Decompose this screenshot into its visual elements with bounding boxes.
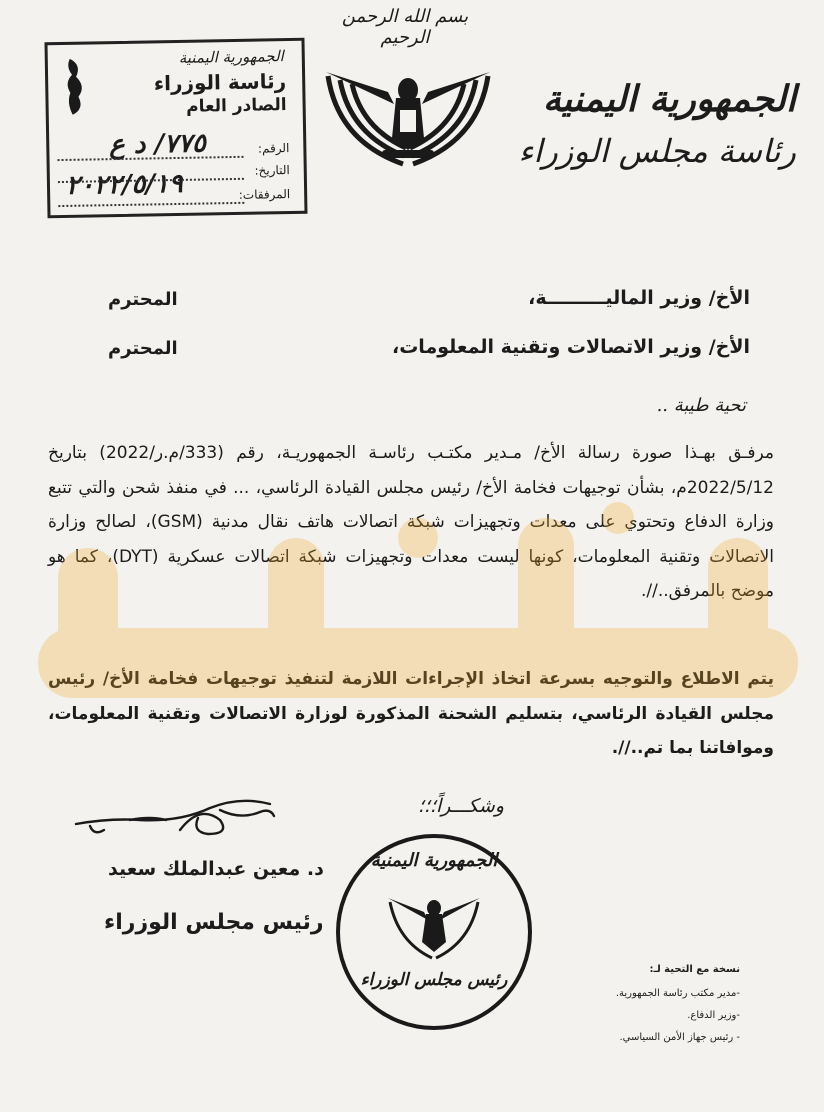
copies-item-2: -وزير الدفاع. <box>687 1010 740 1021</box>
body-paragraph-2: يتم الاطلاع والتوجيه بسرعة اتخاذ الإجراءات اللازمة لتنفيذ توجيهات فخامة الأخ/ رئيس مجلس القيادة الرئاسي، بتسليم الشحنة المذكورة لوزارة الاتصالات وتقنية المعلومات، وموافاتنا بما تم..//. <box>48 669 774 758</box>
signatory-name: د. معين عبدالملك سعيد <box>108 858 324 880</box>
eagle-emblem-icon <box>318 46 498 176</box>
stamp-number-value: ٧٧٥/ د ع <box>109 128 207 161</box>
outgoing-stamp <box>44 38 307 219</box>
addressee-1: الأخ/ وزير الماليـــــــــة، <box>528 287 750 309</box>
copies-heading: نسخة مع التحية لـ: <box>649 964 740 975</box>
seal-text-bottom: رئيس مجلس الوزراء <box>360 970 508 990</box>
stamp-line-2: رئاسة الوزراء <box>153 69 287 96</box>
thanks: وشكـــراً؛؛؛ <box>417 795 504 817</box>
handwritten-signature <box>70 790 280 850</box>
seal-text-top: الجمهورية اليمنية <box>370 850 498 871</box>
stamp-attachments-label: المرفقات: <box>238 187 291 202</box>
yemen-map-icon <box>62 57 89 117</box>
body-paragraph-1: مرفـق بهـذا صورة رسالة الأخ/ مـدير مكتـب رئاسـة الجمهوريـة، رقم (333/م.ر/2022) بتاريخ 2022/5/12م، بشأن توجيهات فخامة الأخ/ رئيس مجلس القيادة الرئاسي، ... في منفذ شحن والتي تتبع وزارة الدفاع وتحتوي على معدات وتجهيزات شبكة اتصالات هاتف نقال مدنية (GSM)، لصالح وزارة الاتصالات وتقنية المعلومات، كونها ليست معدات وتجهيزات شبكة اتصالات عسكرية (DYT)، كما هو موضح بالمرفق..//. <box>48 443 774 601</box>
seal-eagle-icon <box>384 886 484 966</box>
addressee-2: الأخ/ وزير الاتصالات وتقنية المعلومات، <box>392 336 750 358</box>
greeting: تحية طيبة .. <box>656 395 746 416</box>
copies-item-1: -مدير مكتب رئاسة الجمهورية. <box>615 988 740 999</box>
copies-item-3: - رئيس جهاز الأمن السياسي. <box>619 1032 740 1043</box>
header-country: الجمهورية اليمنية <box>542 78 796 120</box>
addressee-1-honorific: المحترم <box>108 289 178 310</box>
stamp-number-label: الرقم: <box>257 141 290 156</box>
addressee-2-honorific: المحترم <box>108 338 178 359</box>
official-seal <box>336 834 532 1030</box>
header-office: رئاسة مجلس الوزراء <box>518 132 796 170</box>
stamp-line-1: الجمهورية اليمنية <box>178 47 284 67</box>
stamp-date-label: التاريخ: <box>254 163 290 178</box>
signatory-title: رئيس مجلس الوزراء <box>104 910 324 935</box>
stamp-date-value: ٢٠٢٢/٥/١٩ <box>65 168 183 201</box>
bismillah: بسم الله الرحمن الرحيم <box>341 6 469 48</box>
stamp-line-3: الصادر العام <box>186 95 287 117</box>
